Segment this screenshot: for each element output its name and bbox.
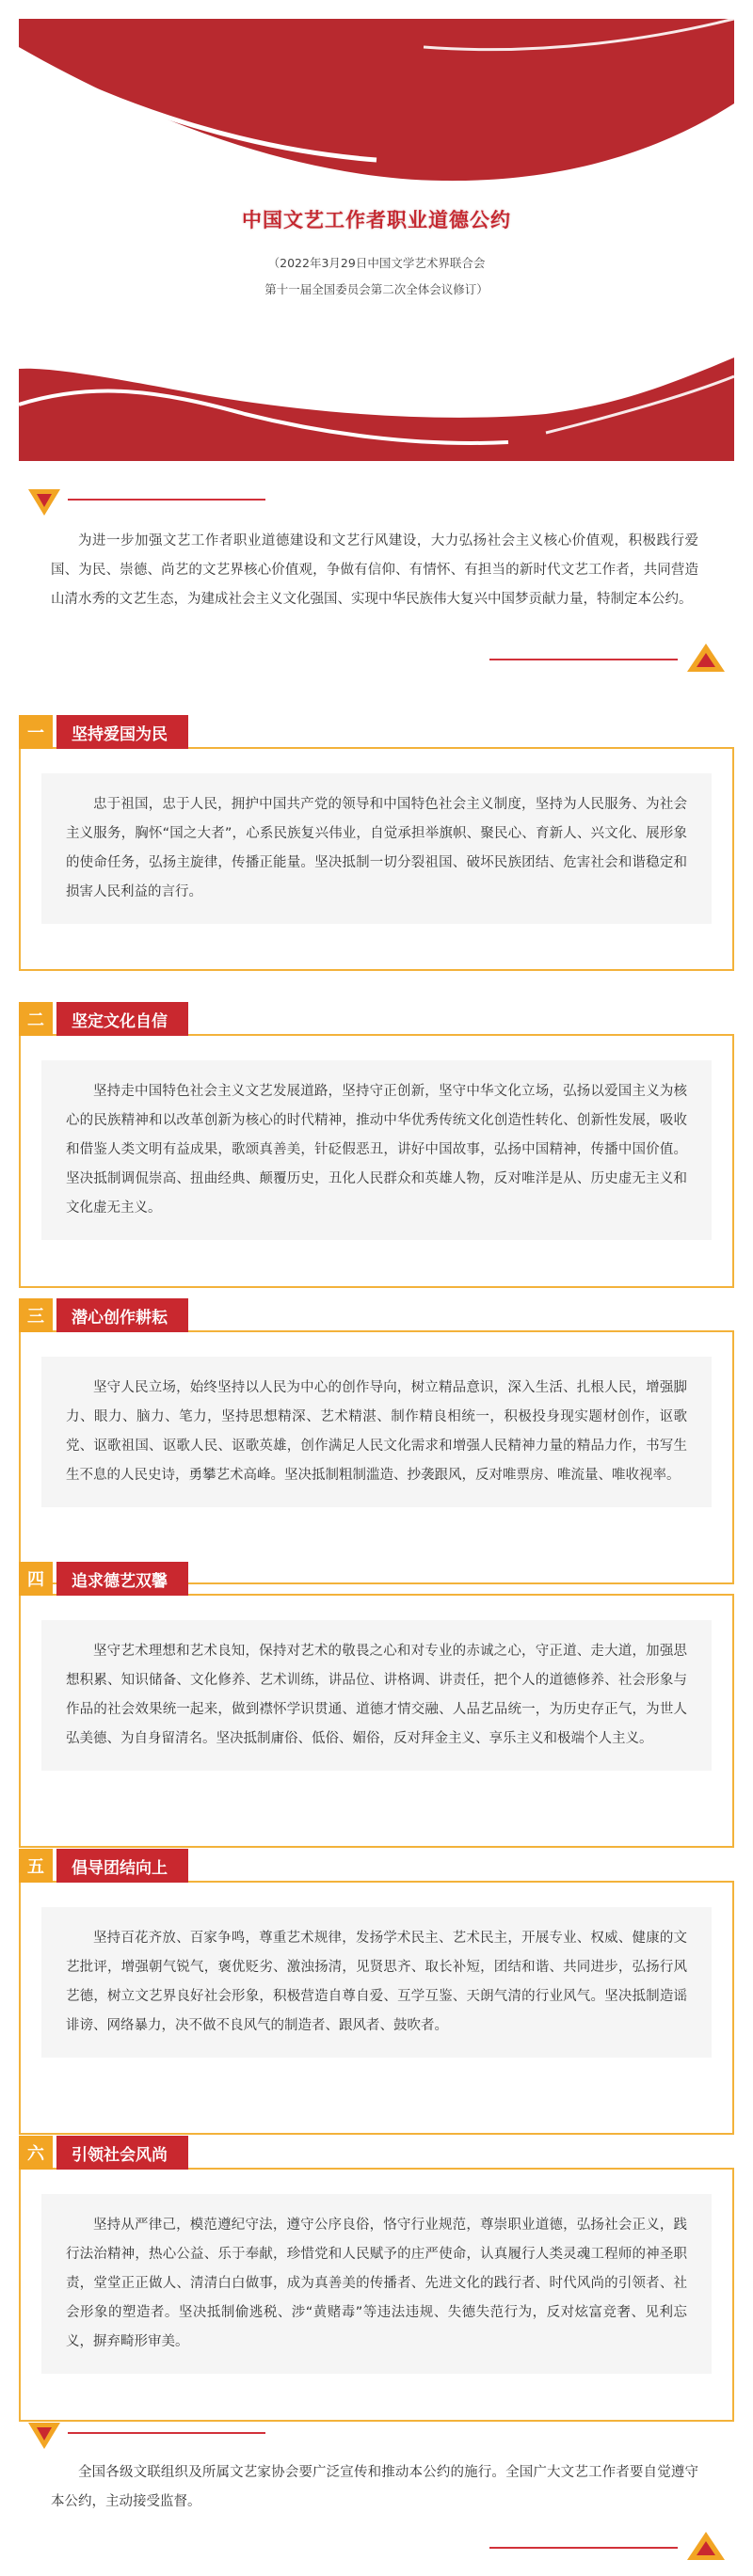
section-number: 三: [19, 1298, 53, 1332]
section-number: 二: [19, 1002, 53, 1036]
divider-line: [489, 659, 678, 660]
triangle-decoration-icon: [28, 2423, 60, 2449]
page-subtitle-meeting: 第十一届全国委员会第二次全体会议修订）: [264, 282, 489, 296]
section-box: [19, 1034, 734, 1288]
section-text: 坚持走中国特色社会主义文艺发展道路，坚持守正创新，坚守中华文化立场，弘扬以爱国主义为核心的民族精神和以改革创新为核心的时代精神，推动中华优秀传统文化创造性转化、创新性发展，吸收和借鉴人类文明有益成果，歌颂真善美，针砭假恶丑，讲好中国故事，弘扬中国精神，传播中国价值。坚决抵制调侃崇高、扭曲经典、颠覆历史，丑化人民群众和英雄人物，反对唯洋是从、历史虚无主义和文化虚无主义。: [41, 1060, 712, 1240]
section-text: 坚守艺术理想和艺术良知，保持对艺术的敬畏之心和对专业的赤诚之心，守正道、走大道，加强思想积累、知识储备、文化修养、艺术训练，讲品位、讲格调、讲责任，把个人的道德修养、社会形象与作品的社会效果统一起来，做到襟怀学识贯通、道德才情交融、人品艺品统一，为历史存正气，为世人弘美德、为自身留清名。坚决抵制庸俗、低俗、媚俗，反对拜金主义、享乐主义和极端个人主义。: [41, 1620, 712, 1771]
triangle-decoration-icon: [687, 644, 725, 672]
section-number: 四: [19, 1562, 53, 1596]
section-text: 坚守人民立场，始终坚持以人民为中心的创作导向，树立精品意识，深入生活、扎根人民，增强脚力、眼力、脑力、笔力，坚持思想精深、艺术精湛、制作精良相统一，积极投身现实题材创作，讴歌党、讴歌祖国、讴歌人民、讴歌英雄，创作满足人民文化需求和增强人民精神力量的精品力作，书写生生不息的人民史诗，勇攀艺术高峰。坚决抵制粗制滥造、抄袭跟风，反对唯票房、唯流量、唯收视率。: [41, 1357, 712, 1507]
section-text: 坚持百花齐放、百家争鸣，尊重艺术规律，发扬学术民主、艺术民主，开展专业、权威、健康的文艺批评，增强朝气锐气，褒优贬劣、激浊扬清，见贤思齐、取长补短，团结和谐、共同进步，弘扬行风艺德，树立文艺界良好社会形象，积极营造自尊自爱、互学互鉴、天朗气清的行业风气。坚决抵制造谣诽谤、网络暴力，决不做不良风气的制造者、跟风者、鼓吹者。: [41, 1907, 712, 2058]
section-title: 潜心创作耕耘: [56, 1298, 188, 1332]
divider-line: [489, 2547, 678, 2549]
intro-paragraph: 为进一步加强文艺工作者职业道德建设和文艺行风建设，大力弘扬社会主义核心价值观，积极践行爱国、为民、崇德、尚艺的文艺界核心价值观，争做有信仰、有情怀、有担当的新时代文艺工作者，共同营造山清水秀的文艺生态，为建成社会主义文化强国、实现中华民族伟大复兴中国梦贡献力量，特制定本公约。: [51, 533, 698, 607]
section-2: [19, 1002, 734, 1284]
section-header: [19, 1298, 188, 1332]
page-subtitle-date: （2022年3月29日中国文学艺术界联合会: [267, 256, 486, 270]
section-header: [19, 1849, 188, 1883]
section-3: [19, 1298, 734, 1581]
section-header: [19, 715, 188, 749]
closing-paragraph: 全国各级文联组织及所属文艺家协会要广泛宣传和推动本公约的施行。全国广大文艺工作者要自觉遵守本公约，主动接受监督。: [51, 2465, 698, 2509]
section-title: 引领社会风尚: [56, 2136, 188, 2170]
section-1: [19, 715, 734, 969]
triangle-decoration-icon: [28, 489, 60, 516]
section-header: [19, 1002, 188, 1036]
section-title: 追求德艺双馨: [56, 1562, 188, 1596]
section-title: 坚持爱国为民: [56, 715, 188, 749]
section-header: [19, 1562, 188, 1596]
section-title: 倡导团结向上: [56, 1849, 188, 1883]
section-number: 六: [19, 2136, 53, 2170]
page-title: 中国文艺工作者职业道德公约: [242, 209, 511, 231]
section-header: [19, 2136, 188, 2170]
section-box: [19, 1594, 734, 1848]
section-box: [19, 1881, 734, 2135]
section-number: 一: [19, 715, 53, 749]
divider-line: [68, 2432, 265, 2434]
section-box: [19, 2168, 734, 2422]
section-box: [19, 747, 734, 971]
header-banner: [19, 19, 734, 461]
section-text: 忠于祖国，忠于人民，拥护中国共产党的领导和中国特色社会主义制度，坚持为人民服务、为社会主义服务，胸怀“国之大者”，心系民族复兴伟业，自觉承担举旗帜、聚民心、育新人、兴文化、展形象的使命任务，弘扬主旋律，传播正能量。坚决抵制一切分裂祖国、破坏民族团结、危害社会和谐稳定和损害人民利益的言行。: [41, 773, 712, 924]
section-text: 坚持从严律己，模范遵纪守法，遵守公序良俗，恪守行业规范，尊崇职业道德，弘扬社会正义，践行法治精神，热心公益、乐于奉献，珍惜党和人民赋予的庄严使命，认真履行人类灵魂工程师的神圣职责，堂堂正正做人、清清白白做事，成为真善美的传播者、先进文化的践行者、时代风尚的引领者、社会形象的塑造者。坚决抵制偷逃税、涉“黄赌毒”等违法违规、失德失范行为，反对炫富竞奢、见利忘义，摒弃畸形审美。: [41, 2194, 712, 2374]
section-title: 坚定文化自信: [56, 1002, 188, 1036]
section-5: [19, 1849, 734, 2131]
section-6: [19, 2136, 734, 2418]
intro-block: [28, 489, 725, 685]
closing-block: [28, 2423, 725, 2571]
triangle-decoration-icon: [687, 2532, 725, 2560]
divider-line: [68, 499, 265, 501]
section-box: [19, 1330, 734, 1584]
section-number: 五: [19, 1849, 53, 1883]
section-4: [19, 1562, 734, 1844]
